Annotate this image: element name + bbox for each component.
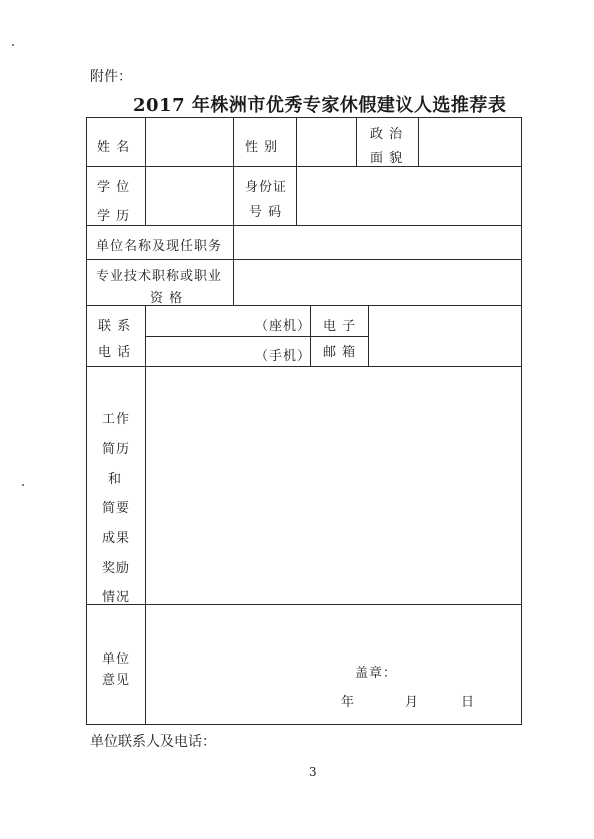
email-label-line1: 电 子 [323,319,357,334]
attachment-label: 附件： [90,69,132,85]
political-status-label-line2: 面 貌 [370,151,404,166]
work-history-label-6: 奖励 [102,561,131,576]
work-history-label-1: 工作 [102,412,131,427]
id-number-label-line1: 身份证 [245,180,288,195]
gender-label: 性 别 [245,140,279,155]
degree-field[interactable] [148,169,231,223]
professional-title-label-line2: 资 格 [150,291,184,306]
seal-label: 盖章： [355,666,398,681]
page-number: 3 [309,765,317,779]
unit-opinion-label-line1: 单位 [102,652,131,667]
mobile-field[interactable] [148,339,258,364]
mobile-label: （手机） [255,349,312,364]
landline-field[interactable] [148,308,258,334]
work-history-field[interactable] [148,369,519,602]
date-month-label: 月 [405,695,420,710]
email-field[interactable] [371,308,519,364]
email-label-line2: 邮 箱 [323,345,357,360]
landline-label: （座机） [255,319,312,334]
org-position-label: 单位名称及现任职务 [96,239,223,254]
political-status-label-line1: 政 治 [370,127,404,142]
phone-label-line2: 电 话 [98,345,132,360]
professional-title-label-line1: 专业技术职称或职业 [96,269,223,284]
scan-speck [22,484,24,486]
gender-field[interactable] [299,120,354,164]
id-number-label-line2: 号 码 [249,205,283,220]
work-history-label-3: 和 [108,472,123,487]
page-title: 2017 年株洲市优秀专家休假建议人选推荐表 [133,95,507,116]
scan-speck [12,44,14,46]
professional-title-field[interactable] [236,262,519,303]
degree-label-line2: 学 历 [97,209,131,224]
political-status-field[interactable] [421,120,519,164]
unit-opinion-label-line2: 意见 [102,673,131,688]
id-number-field[interactable] [299,169,519,223]
degree-label-line1: 学 位 [97,180,131,195]
name-field[interactable] [148,120,231,164]
date-day-label: 日 [461,695,476,710]
phone-label-line1: 联 系 [98,319,132,334]
work-history-label-7: 情况 [102,590,131,605]
unit-contact-label: 单位联系人及电话： [90,734,216,750]
work-history-label-4: 简要 [102,501,131,516]
work-history-label-5: 成果 [102,531,131,546]
org-position-field[interactable] [236,228,519,257]
work-history-label-2: 简历 [102,442,131,457]
name-label: 姓 名 [97,140,131,155]
date-year-label: 年 [341,695,356,710]
